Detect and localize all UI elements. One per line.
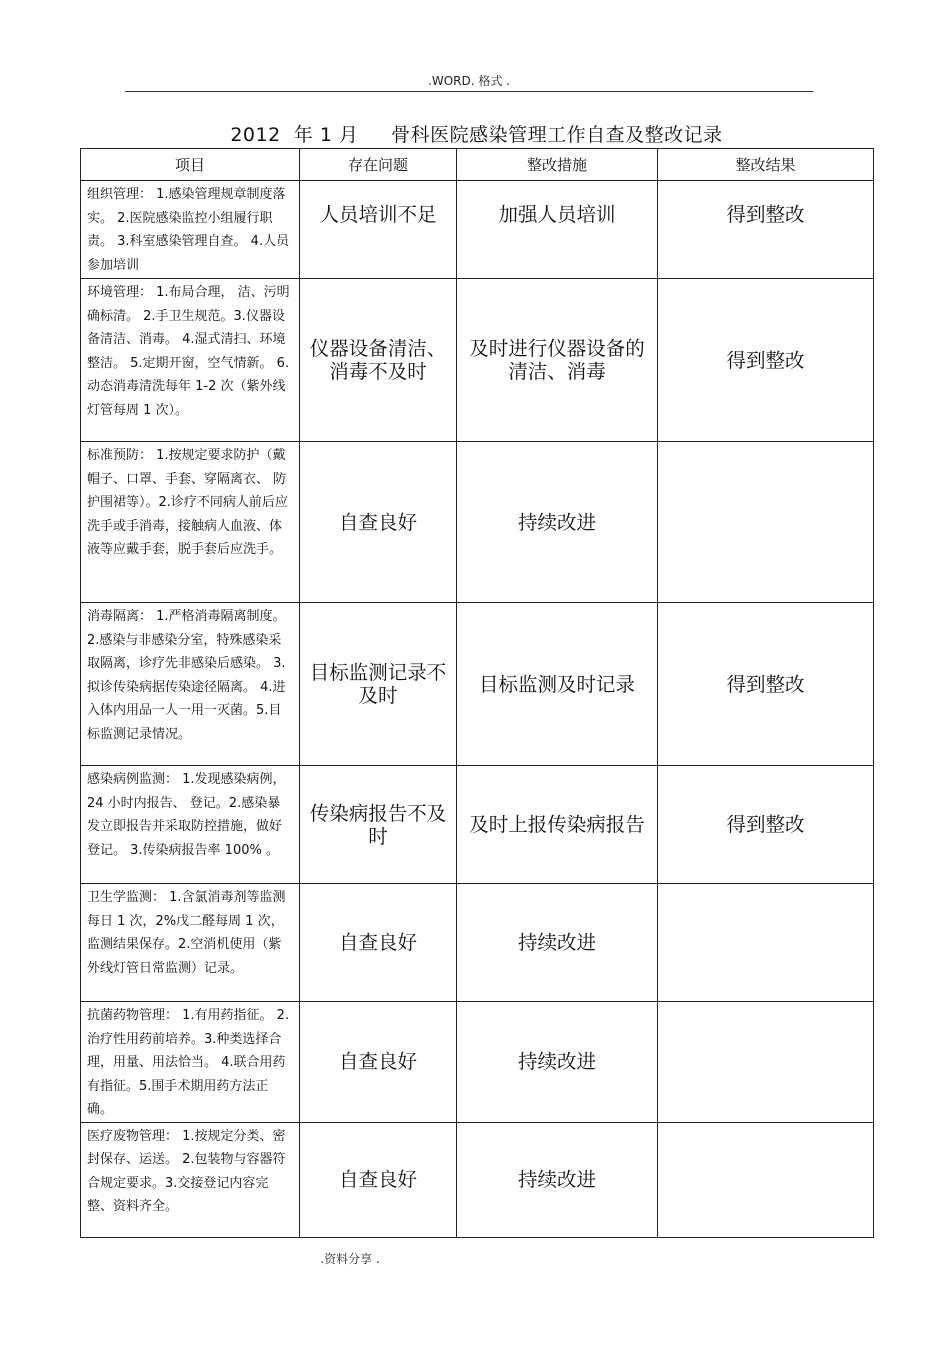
item-cell: 消毒隔离： 1.严格消毒隔离制度。 2.感染与非感染分室，特殊感染采取隔离，诊疗先非感染后感染。 3.拟诊传染病据传染途径隔离。 4.进入体内用品一人一用一灭菌。5.目标监测记录情况。 <box>81 603 300 766</box>
problem-cell: 自查良好 <box>300 442 457 603</box>
table-row <box>81 181 874 279</box>
measure-cell: 及时上报传染病报告 <box>457 766 658 884</box>
table-header-row <box>81 149 874 181</box>
table-row <box>81 603 874 766</box>
problem-cell: 自查良好 <box>300 1122 457 1237</box>
problem-cell: 自查良好 <box>300 1002 457 1123</box>
item-cell: 组织管理： 1.感染管理规章制度落实。 2.医院感染监控小组履行职责。 3.科室感染管理自查。 4.人员参加培训 <box>81 181 300 279</box>
result-cell <box>658 884 874 1002</box>
header-rule <box>125 91 813 92</box>
measure-cell: 及时进行仪器设备的清洁、消毒 <box>457 279 658 442</box>
document-title: 2012 年 1 月 骨科医院感染管理工作自查及整改记录 <box>230 124 723 146</box>
page-footer: .资料分享 . <box>320 1252 380 1266</box>
table-row <box>81 442 874 603</box>
result-cell: 得到整改 <box>658 181 874 279</box>
problem-cell: 自查良好 <box>300 884 457 1002</box>
problem-cell: 仪器设备清洁、消毒不及时 <box>300 279 457 442</box>
measure-cell: 持续改进 <box>457 1122 658 1237</box>
result-cell: 得到整改 <box>658 766 874 884</box>
column-header-measure: 整改措施 <box>457 149 658 181</box>
column-header-result: 整改结果 <box>658 149 874 181</box>
table-row <box>81 1122 874 1237</box>
result-cell: 得到整改 <box>658 279 874 442</box>
table-row <box>81 1002 874 1123</box>
table-row <box>81 766 874 884</box>
measure-cell: 加强人员培训 <box>457 181 658 279</box>
problem-cell: 人员培训不足 <box>300 181 457 279</box>
item-cell: 抗菌药物管理： 1.有用药指征。 2.治疗性用药前培养。3.种类选择合理，用量、用法恰当。 4.联合用药有指征。5.围手术期用药方法正确。 <box>81 1002 300 1123</box>
problem-cell: 传染病报告不及时 <box>300 766 457 884</box>
column-header-problem: 存在问题 <box>300 149 457 181</box>
item-cell: 感染病例监测： 1.发现感染病例，24 小时内报告、 登记。2.感染暴发立即报告并采取防控措施，做好登记。 3.传染病报告率 100% 。 <box>81 766 300 884</box>
item-cell: 医疗废物管理： 1.按规定分类、密封保存、运送。 2.包装物与容器符合规定要求。3.交接登记内容完整、资料齐全。 <box>81 1122 300 1237</box>
measure-cell: 持续改进 <box>457 1002 658 1123</box>
item-cell: 环境管理： 1.布局合理， 洁、污明确标清。 2.手卫生规范。3.仪器设备清洁、消毒。 4.湿式清扫、环境整洁。 5.定期开窗，空气情新。 6.动态消毒清洗每年 1-2 次（紫外线灯管每周 1 次）。 <box>81 279 300 442</box>
measure-cell: 目标监测及时记录 <box>457 603 658 766</box>
page-header: .WORD. 格式 . <box>428 74 510 88</box>
table-row <box>81 279 874 442</box>
result-cell <box>658 1002 874 1123</box>
table-row <box>81 884 874 1002</box>
inspection-table <box>80 148 874 1238</box>
measure-cell: 持续改进 <box>457 884 658 1002</box>
problem-cell: 目标监测记录不及时 <box>300 603 457 766</box>
result-cell: 得到整改 <box>658 603 874 766</box>
result-cell <box>658 442 874 603</box>
measure-cell: 持续改进 <box>457 442 658 603</box>
item-cell: 标准预防： 1.按规定要求防护（戴帽子、口罩、手套、穿隔离衣、 防护围裙等）。2.诊疗不同病人前后应洗手或手消毒，接触病人血液、体液等应戴手套，脱手套后应洗手。 <box>81 442 300 603</box>
column-header-item: 项目 <box>81 149 300 181</box>
result-cell <box>658 1122 874 1237</box>
item-cell: 卫生学监测： 1.含氯消毒剂等监测每日 1 次，2%戊二醛每周 1 次，监测结果保存。2.空消机使用（紫外线灯管日常监测）记录。 <box>81 884 300 1002</box>
